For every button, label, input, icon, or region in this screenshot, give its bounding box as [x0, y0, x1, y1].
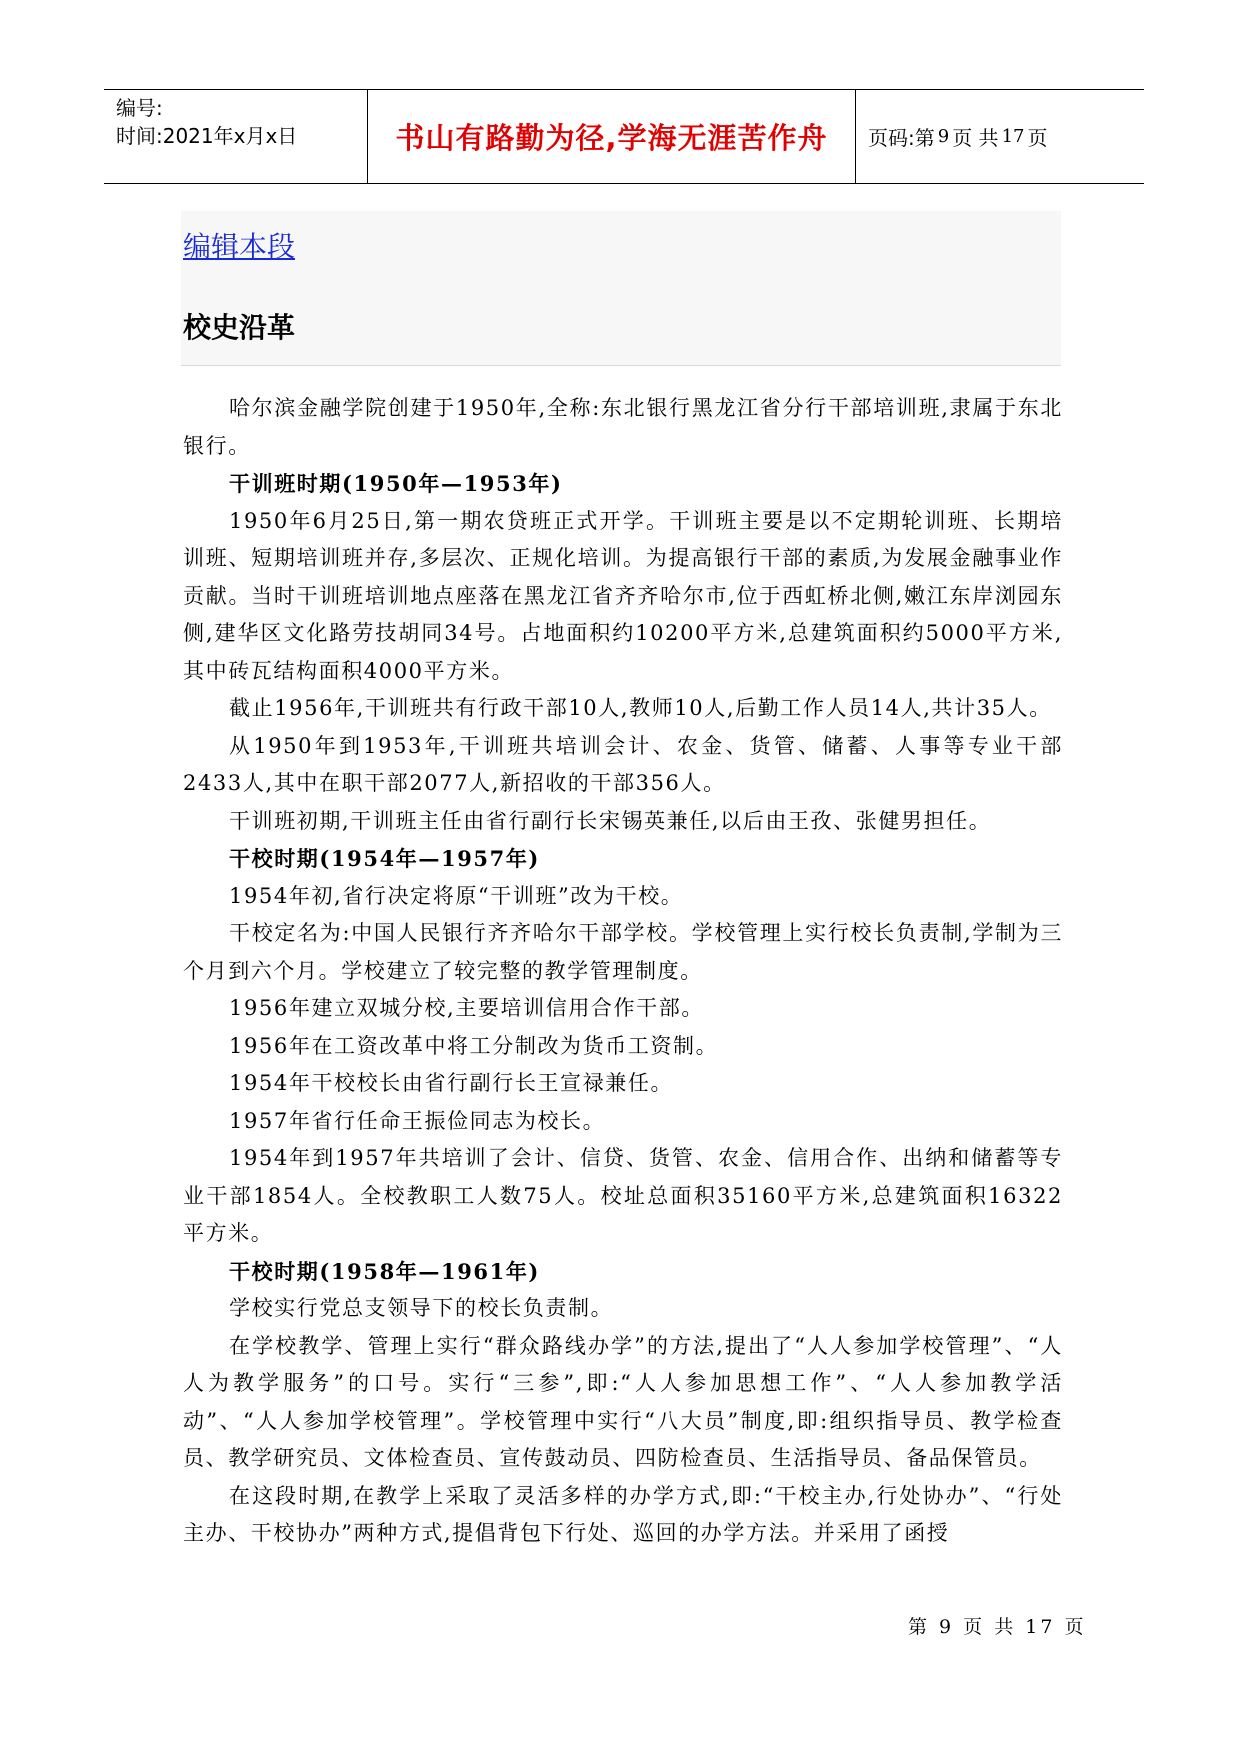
paragraph: 1954年初,省行决定将原“干训班”改为干校。	[229, 883, 684, 908]
paragraph: 1954年到1957年共培训了会计、信贷、货管、农金、信用合作、出纳和储蓄等专业干部1854人。全校教职工人数75人。校址总面积35160平方米,总建筑面积16322平方米。	[183, 1146, 1063, 1245]
paragraph: 在学校教学、管理上实行“群众路线办学”的方法,提出了“人人参加学校管理”、“人人为教学服务”的口号。实行“三参”,即:“人人参加思想工作”、“人人参加教学活动”、“人人参加学校管理”。学校管理中实行“八大员”制度,即:组织指导员、教学检查员、教学研究员、文体检查员、宣传鼓动员、四防检查员、生活指导员、备品保管员。	[183, 1333, 1063, 1470]
paragraph: 在这段时期,在教学上采取了灵活多样的办学方式,即:“干校主办,行处协办”、“行处主办、干校协办”两种方式,提倡背包下行处、巡回的办学方法。并采用了函授	[183, 1483, 1063, 1545]
page-current: 9	[937, 126, 950, 147]
paragraph: 从1950年到1953年,干训班共培训会计、农金、货管、储蓄、人事等专业干部2433人,其中在职干部2077人,新招收的干部356人。	[183, 733, 1063, 795]
time-label: 时间:2021年x月x日	[116, 124, 298, 148]
edit-section-link[interactable]: 编辑本段	[183, 230, 296, 263]
paragraph: 干训班初期,干训班主任由省行副行长宋锡英兼任,以后由王孜、张健男担任。	[229, 808, 992, 833]
page-suffix: 页	[1027, 126, 1048, 150]
page-prefix: 页码:第	[868, 126, 935, 150]
period-heading: 干校时期(1954年—1957年)	[229, 846, 540, 871]
paragraph: 1954年干校校长由省行副行长王宣禄兼任。	[229, 1071, 674, 1095]
document-body	[183, 390, 1063, 1553]
paragraph: 1956年建立双城分校,主要培训信用合作干部。	[229, 996, 704, 1020]
period-heading: 干校时期(1958年—1961年)	[229, 1258, 540, 1284]
paragraph: 哈尔滨金融学院创建于1950年,全称:东北银行黑龙江省分行干部培训班,隶属于东北银行。	[183, 396, 1063, 458]
page-total: 17	[1001, 126, 1025, 147]
page-mid: 页 共	[952, 126, 999, 150]
paragraph: 学校实行党总支领导下的校长负责制。	[229, 1296, 614, 1320]
page-footer: 第 9 页 共 17 页	[908, 1616, 1087, 1638]
paragraph: 截止1956年,干训班共有行政干部10人,教师10人,后勤工作人员14人,共计35人。	[229, 696, 1052, 720]
period-heading: 干训班时期(1950年—1953年)	[229, 471, 563, 496]
section-header-box	[181, 211, 1061, 366]
page-indicator	[856, 90, 1144, 183]
header-left-cell	[104, 90, 368, 183]
section-title: 校史沿革	[183, 311, 296, 344]
motto: 书山有路勤为径,学海无涯苦作舟	[368, 90, 856, 183]
paragraph: 干校定名为:中国人民银行齐齐哈尔干部学校。学校管理上实行校长负责制,学制为三个月到六个月。学校建立了较完整的教学管理制度。	[183, 921, 1063, 983]
paragraph: 1957年省行任命王振俭同志为校长。	[229, 1108, 606, 1133]
paragraph: 1950年6月25日,第一期农贷班正式开学。干训班主要是以不定期轮训班、长期培训班、短期培训班并存,多层次、正规化培训。为提高银行干部的素质,为发展金融事业作贡献。当时干训班培训地点座落在黑龙江省齐齐哈尔市,位于西虹桥北侧,嫩江东岸浏园东侧,建华区文化路劳技胡同34号。占地面积约10200平方米,总建筑面积约5000平方米,其中砖瓦结构面积4000平方米。	[183, 508, 1063, 683]
code-label: 编号:	[116, 96, 163, 120]
header-table	[104, 89, 1144, 184]
paragraph: 1956年在工资改革中将工分制改为货币工资制。	[229, 1033, 719, 1058]
